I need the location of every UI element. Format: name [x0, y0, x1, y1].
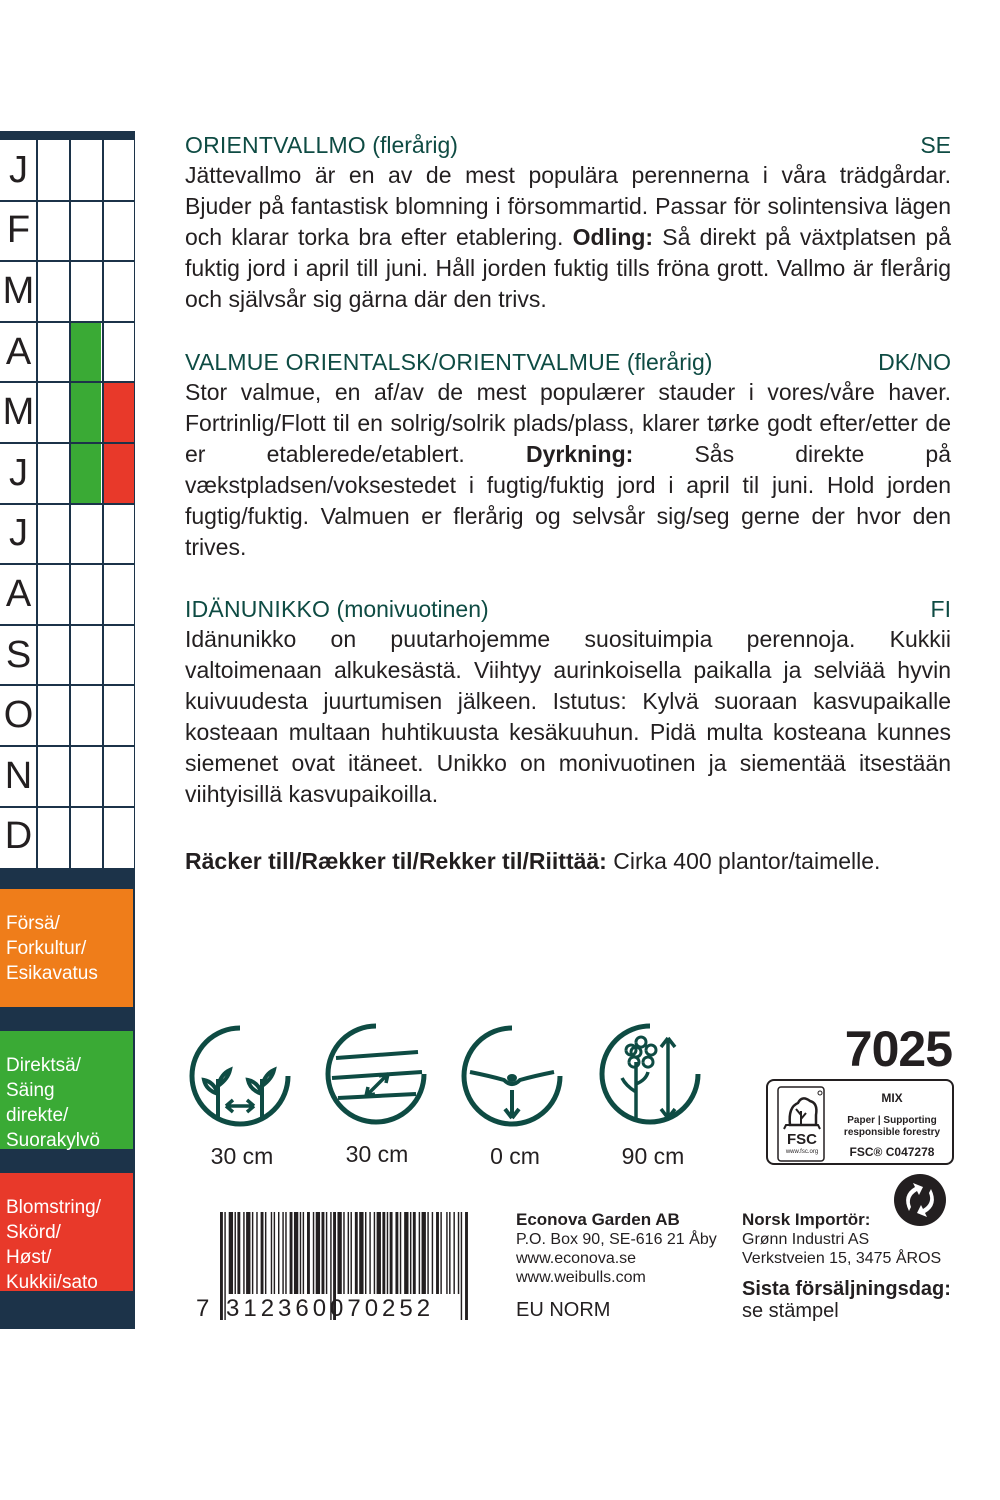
company-name: Econova Garden AB [516, 1210, 680, 1229]
row-spacing-icon [324, 1022, 428, 1126]
importer-name: Grønn Industri AS [742, 1231, 870, 1248]
calendar-month-6 [0, 443, 134, 504]
importer-info [742, 1210, 941, 1268]
section-heading [185, 347, 951, 377]
sales-info [742, 1278, 951, 1322]
calendar-month-2 [0, 201, 134, 262]
barcode-bar [359, 1212, 363, 1294]
month-letter: A [5, 572, 32, 615]
month-letter: F [6, 209, 31, 252]
barcode-bar [285, 1212, 286, 1294]
harvest-cell [103, 382, 134, 443]
barcode-bar [458, 1212, 459, 1294]
harvest-cell [103, 443, 134, 504]
calendar-divider [0, 260, 134, 262]
month-letter: J [9, 148, 28, 191]
month-letter: A [5, 330, 32, 373]
calendar-month-11 [0, 746, 134, 807]
legend-line: Kukkii/sato [6, 1272, 98, 1293]
language-code: DK/NO [878, 349, 951, 375]
barcode-bar [313, 1212, 314, 1294]
direct-sow-cell [70, 322, 101, 383]
barcode-bar [220, 1212, 223, 1320]
section-title: ORIENTVALLMO [185, 132, 366, 158]
calendar-divider [0, 563, 134, 565]
month-letter: N [4, 754, 33, 797]
barcode-digit-first: 7 [196, 1295, 210, 1322]
legend-line: Suorakylvö [6, 1130, 100, 1151]
barcode-bar [322, 1212, 325, 1294]
barcode-bar [337, 1212, 341, 1294]
sowing-depth-icon [460, 1024, 564, 1128]
calendar-month-10 [0, 685, 134, 746]
legend-line: direkte/ [6, 1105, 69, 1126]
legend-line: Høst/ [6, 1247, 52, 1268]
calendar-divider [0, 442, 134, 444]
article-number: 7025 [844, 1021, 952, 1077]
icon-label: 90 cm [621, 1143, 685, 1169]
barcode-bar [307, 1212, 310, 1294]
direct-sow-cell [70, 382, 101, 443]
barcode-bar [377, 1212, 381, 1294]
calendar-divider [0, 806, 134, 808]
month-letter: S [5, 633, 32, 676]
section-title: IDÄNUNIKKO [185, 596, 331, 622]
barcode-bar [235, 1212, 236, 1294]
sales-label: Sista försäljningsdag: [742, 1278, 951, 1300]
month-letter: O [3, 694, 34, 737]
section-heading [185, 130, 951, 160]
fsc-line1: Paper | Supporting [847, 1115, 937, 1126]
calendar-divider [0, 503, 134, 505]
icon-label: 0 cm [490, 1143, 540, 1169]
barcode-bar [404, 1212, 408, 1294]
calendar-month-4 [0, 322, 134, 383]
legend-line: Esikavatus [6, 963, 98, 984]
fsc-code: FSC® C047278 [849, 1145, 935, 1159]
barcode-bar [229, 1212, 233, 1294]
barcode-bar [271, 1212, 272, 1294]
section-text: Idänunikko on puutarhojemme suosituimpia perennoja. Kukkii valtoimenaan alkukesästä. Viihtyy aurinkoisella paikalla ja selviää hyvin kuivuudesta juurtumisen jälkeen. Istutus: Kylvä suoraan kasvupaikalle kosteaan multaan huhtikuusta kesäkuuhun. Pidä multa kosteana kunnes siemenet ovat itäneet. Unikko on monivuotinen ja siementää itsestään viihtyisillä kasvupaikoilla. [185, 626, 951, 807]
yield-value: Cirka 400 plantor/taimelle. [606, 848, 881, 874]
language-code: SE [920, 132, 951, 158]
barcode-bar [446, 1212, 447, 1294]
barcode-bar [300, 1212, 301, 1294]
calendar-month-9 [0, 625, 134, 686]
barcode-bar [290, 1212, 293, 1294]
section-text: Jättevallmo är en av de mest populära perennerna i våra trädgårdar. Bjuder på fantastisk blomning i försommartid. Passar för solintensiva lägen och klarar torka bra efter etablering. Odling: Så direkt på växtplatsen på fuktig jord i april till juni. Håll jorden fuktig tills fröna grott. Vallmo är flerårig och självsår sig gärna där den trivs. [185, 162, 951, 312]
barcode-bar [265, 1212, 266, 1294]
section-subtitle: (flerårig) [372, 132, 458, 158]
barcode-bar [419, 1212, 420, 1294]
icon-label: 30 cm [345, 1141, 409, 1167]
legend-line: Blomstring/ [6, 1197, 102, 1218]
yield-label: Räcker till/Rækker til/Rekker til/Riittää: [185, 848, 607, 874]
month-letter: J [9, 451, 28, 494]
barcode-bar [294, 1212, 298, 1294]
barcode-bar [365, 1212, 366, 1294]
barcode-bar [246, 1212, 250, 1294]
calendar-month-7 [0, 504, 134, 565]
calendar-divider [0, 684, 134, 686]
barcode-bar [422, 1212, 426, 1294]
calendar-month-3 [0, 261, 134, 322]
company-info [516, 1210, 717, 1287]
barcode-bar [387, 1212, 388, 1294]
legend-line: Skörd/ [6, 1222, 61, 1243]
icon-label: 30 cm [210, 1143, 274, 1169]
section-se [185, 130, 951, 315]
barcode-bar [278, 1212, 279, 1294]
barcode-bar [449, 1212, 450, 1294]
barcode-bar [237, 1212, 240, 1294]
calendar-column-divider [69, 140, 71, 868]
barcode-bar [355, 1212, 358, 1294]
eu-norm: EU NORM [516, 1299, 611, 1321]
barcode-bar [326, 1212, 327, 1294]
calendar-month-1 [0, 140, 134, 201]
calendar-column-divider [102, 140, 104, 868]
barcode-bar [369, 1212, 370, 1294]
barcode-bar [440, 1212, 441, 1294]
legend-line: Säing [6, 1080, 55, 1101]
barcode-bar [390, 1212, 393, 1294]
barcode-bar [413, 1212, 416, 1294]
barcode-bar [274, 1212, 275, 1294]
month-letter: M [2, 269, 35, 312]
section-title: VALMUE ORIENTALSK/ORIENTVALMUE [185, 349, 621, 375]
barcode-bar [243, 1212, 244, 1294]
legend-forsa [0, 889, 133, 1007]
fsc-mix: MIX [881, 1091, 903, 1105]
calendar-month-5 [0, 382, 134, 443]
barcode-digits-left: 312360 [226, 1295, 331, 1322]
section-fi [185, 594, 951, 810]
fsc-line2: responsible forestry [843, 1127, 941, 1138]
calendar-month-8 [0, 564, 134, 625]
barcode-bar [382, 1212, 385, 1294]
barcode-bar [461, 1212, 462, 1320]
fsc-label [766, 1079, 954, 1165]
barcode-bar [400, 1212, 401, 1294]
yield-line [185, 846, 880, 876]
legend-line: Försä/ [6, 913, 60, 934]
company-web2: www.weibulls.com [516, 1269, 646, 1286]
plant-height-icon [598, 1022, 702, 1126]
barcode-bar [282, 1212, 283, 1294]
barcode-bar [316, 1212, 320, 1294]
barcode-bar [343, 1212, 344, 1294]
barcode-bar [427, 1212, 428, 1294]
month-letter: M [2, 391, 35, 434]
language-code: FI [930, 596, 951, 622]
legend-line: Forkultur/ [6, 938, 87, 959]
barcode-bar [395, 1212, 398, 1294]
section-dk-no [185, 347, 951, 563]
plant-spacing-icon [188, 1024, 292, 1128]
calendar-divider [0, 381, 134, 383]
section-subtitle: (flerårig) [626, 349, 713, 375]
barcode-bar [351, 1212, 352, 1294]
company-address: P.O. Box 90, SE-616 21 Åby [516, 1231, 717, 1248]
section-text: Stor valmue, en af/av de mest populærer stauder i vores/våre haver. Fortrinlig/Flott til en solrig/solrik plads/plass, klarer tørke godt efter/etter de er etablerede/etablert. Dyrkning: Sås direkte på vækstpladsen/voksestedet i fugtig/fuktig jord i april til juni. Hold jorden fugtig/fuktig. Valmuen er flerårig og selvsår sig/seg gerne der hvor den trives. [185, 379, 951, 560]
section-subtitle: (monivuotinen) [336, 596, 489, 622]
fsc-logo-text: FSC [787, 1131, 817, 1148]
barcode-bar [374, 1212, 375, 1294]
barcode-bar [410, 1212, 411, 1294]
legend-direktsa [0, 1031, 133, 1149]
fsc-site: www.fsc.org [785, 1149, 819, 1155]
importer-address: Verkstveien 15, 3475 ÅROS [742, 1250, 942, 1267]
section-heading [185, 594, 951, 624]
barcode-bar [348, 1212, 349, 1294]
calendar-divider [0, 624, 134, 626]
calendar-divider [0, 321, 134, 323]
legend-blomstring [0, 1173, 133, 1291]
barcode-bar [256, 1212, 257, 1294]
barcode-bar [252, 1212, 253, 1294]
calendar-divider [0, 745, 134, 747]
calendar-column-divider [36, 140, 38, 868]
barcode-bar [465, 1212, 468, 1320]
importer-label: Norsk Importör: [742, 1210, 871, 1229]
barcode-bar [303, 1212, 304, 1294]
direct-sow-cell [70, 443, 101, 504]
barcode-digits-right: 070252 [330, 1295, 435, 1322]
month-letter: J [9, 512, 28, 555]
legend-line: Direktsä/ [6, 1055, 81, 1076]
barcode-bar [432, 1212, 433, 1294]
barcode-bar [436, 1212, 439, 1294]
month-letter: D [4, 815, 33, 858]
calendar-month-12 [0, 807, 134, 868]
sales-value: se stämpel [742, 1300, 839, 1322]
barcode-bar [261, 1212, 264, 1294]
calendar-divider [0, 200, 134, 202]
barcode-bar [453, 1212, 454, 1294]
company-web1: www.econova.se [516, 1250, 637, 1267]
